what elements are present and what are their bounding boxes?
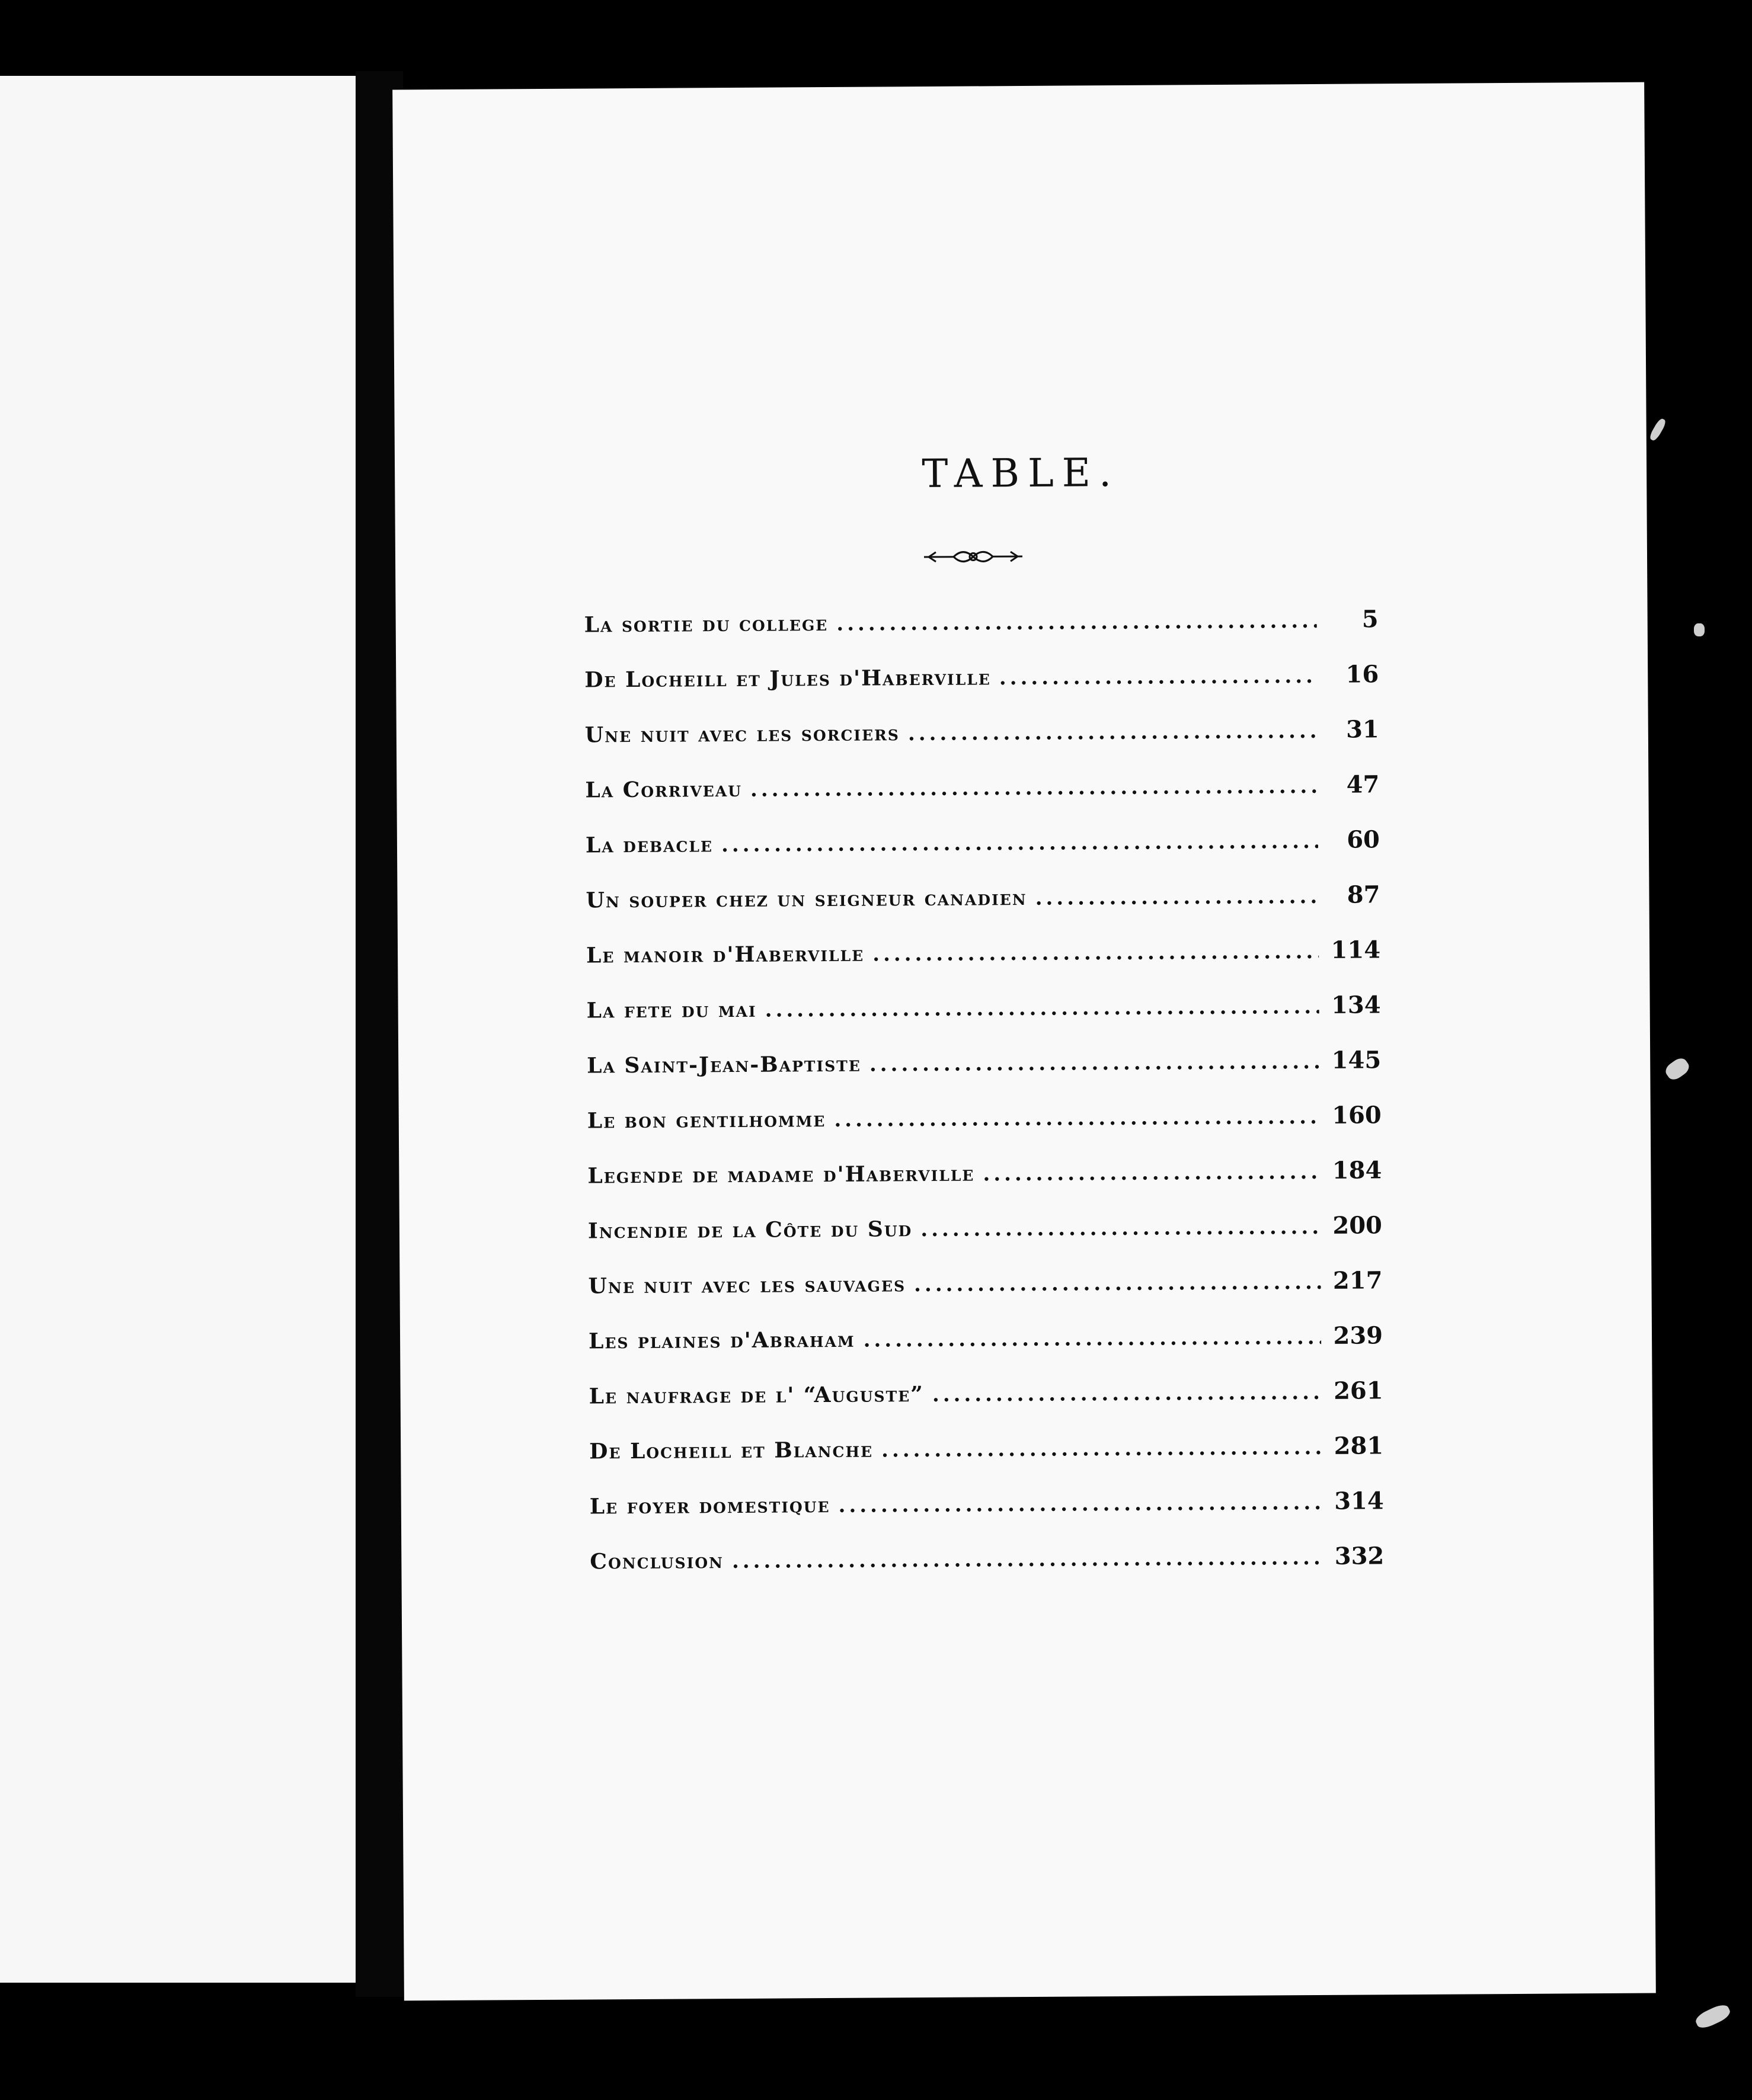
toc-entry (586, 825, 1380, 885)
dot-leader (983, 1160, 1320, 1186)
toc-entry-title: De Locheill et Jules d'Haberville (584, 665, 991, 693)
toc-entry (589, 1432, 1384, 1491)
table-of-contents (584, 605, 1385, 1602)
toc-entry (587, 1156, 1382, 1216)
dot-leader (908, 719, 1318, 745)
toc-entry-title: La Corriveau (585, 776, 743, 803)
dot-leader (750, 774, 1318, 802)
toc-entry-title: Conclusion (590, 1548, 724, 1574)
dot-leader (920, 1215, 1321, 1241)
toc-entry (589, 1321, 1383, 1381)
toc-entry-title: Incendie de la Côte du Sud (587, 1217, 913, 1244)
toc-entry-title: Le foyer domestique (589, 1493, 830, 1519)
dot-leader (881, 1436, 1322, 1462)
toc-entry-title: Le manoir d'Haberville (586, 941, 865, 968)
toc-entry (587, 1046, 1382, 1106)
toc-entry-page: 134 (1331, 991, 1381, 1019)
toc-entry (584, 605, 1379, 665)
dot-leader (932, 1381, 1322, 1407)
toc-entry-page: 5 (1361, 605, 1379, 633)
dot-leader (838, 1491, 1322, 1518)
page-title: TABLE. (922, 449, 1120, 497)
contents-page (392, 82, 1656, 2001)
scan-speck (1693, 2002, 1732, 2031)
toc-entry-page: 314 (1334, 1487, 1384, 1515)
dot-leader (721, 830, 1318, 857)
toc-entry-page: 332 (1334, 1542, 1385, 1570)
toc-entry-page: 60 (1347, 825, 1380, 854)
toc-entry-title: La fete du mai (586, 997, 757, 1023)
toc-entry (589, 1376, 1383, 1436)
toc-entry (585, 715, 1380, 775)
toc-entry-page: 200 (1332, 1211, 1383, 1240)
scan-speck (1694, 623, 1705, 636)
dot-leader (834, 1105, 1320, 1132)
toc-entry (587, 1101, 1382, 1161)
toc-entry-title: De Locheill et Blanche (589, 1437, 874, 1464)
toc-entry-title: Le bon gentilhomme (587, 1107, 826, 1134)
toc-entry-page: 239 (1333, 1321, 1383, 1350)
toc-entry-page: 217 (1332, 1266, 1383, 1295)
toc-entry-page: 281 (1334, 1432, 1384, 1460)
toc-entry-title: Le naufrage de l' “Auguste” (589, 1382, 925, 1409)
toc-entry (584, 660, 1379, 720)
toc-entry (588, 1211, 1383, 1271)
toc-entry (588, 1266, 1383, 1326)
toc-entry-page: 184 (1332, 1156, 1382, 1185)
dot-leader (836, 609, 1317, 636)
toc-entry (585, 770, 1380, 830)
toc-entry-page: 114 (1331, 936, 1381, 964)
dot-leader (999, 664, 1318, 690)
dot-leader (765, 995, 1319, 1022)
toc-entry-page: 31 (1345, 715, 1379, 744)
scan-speck (1648, 417, 1667, 442)
toc-entry-title: La sortie du college (584, 611, 829, 638)
toc-entry-page: 160 (1332, 1101, 1382, 1129)
toc-entry-title: Legende de madame d'Haberville (587, 1161, 975, 1189)
toc-entry-title: Un souper chez un seigneur canadien (586, 885, 1027, 913)
toc-entry (587, 991, 1382, 1051)
dot-leader (914, 1270, 1321, 1297)
dot-leader (1035, 885, 1319, 910)
toc-entry-page: 145 (1331, 1046, 1382, 1074)
toc-entry-title: Les plaines d'Abraham (588, 1327, 855, 1354)
ornament-icon (923, 543, 1024, 570)
toc-entry-title: Une nuit avec les sauvages (588, 1272, 906, 1299)
toc-entry (586, 881, 1380, 940)
toc-entry (590, 1542, 1385, 1602)
toc-entry-title: La Saint-Jean-Baptiste (587, 1051, 862, 1078)
toc-entry (586, 936, 1381, 995)
dot-leader (872, 940, 1319, 966)
left-blank-page (0, 76, 356, 1983)
toc-entry-page: 87 (1347, 881, 1380, 909)
toc-entry-page: 47 (1346, 770, 1380, 799)
toc-entry-title: La debacle (585, 832, 714, 858)
toc-entry-page: 261 (1333, 1376, 1383, 1405)
scan-speck (1663, 1055, 1692, 1083)
toc-entry-page: 16 (1345, 660, 1379, 689)
dot-leader (732, 1546, 1323, 1573)
toc-entry (590, 1487, 1385, 1547)
toc-entry-title: Une nuit avec les sorciers (584, 721, 900, 748)
dot-leader (863, 1326, 1321, 1352)
dot-leader (869, 1050, 1320, 1077)
